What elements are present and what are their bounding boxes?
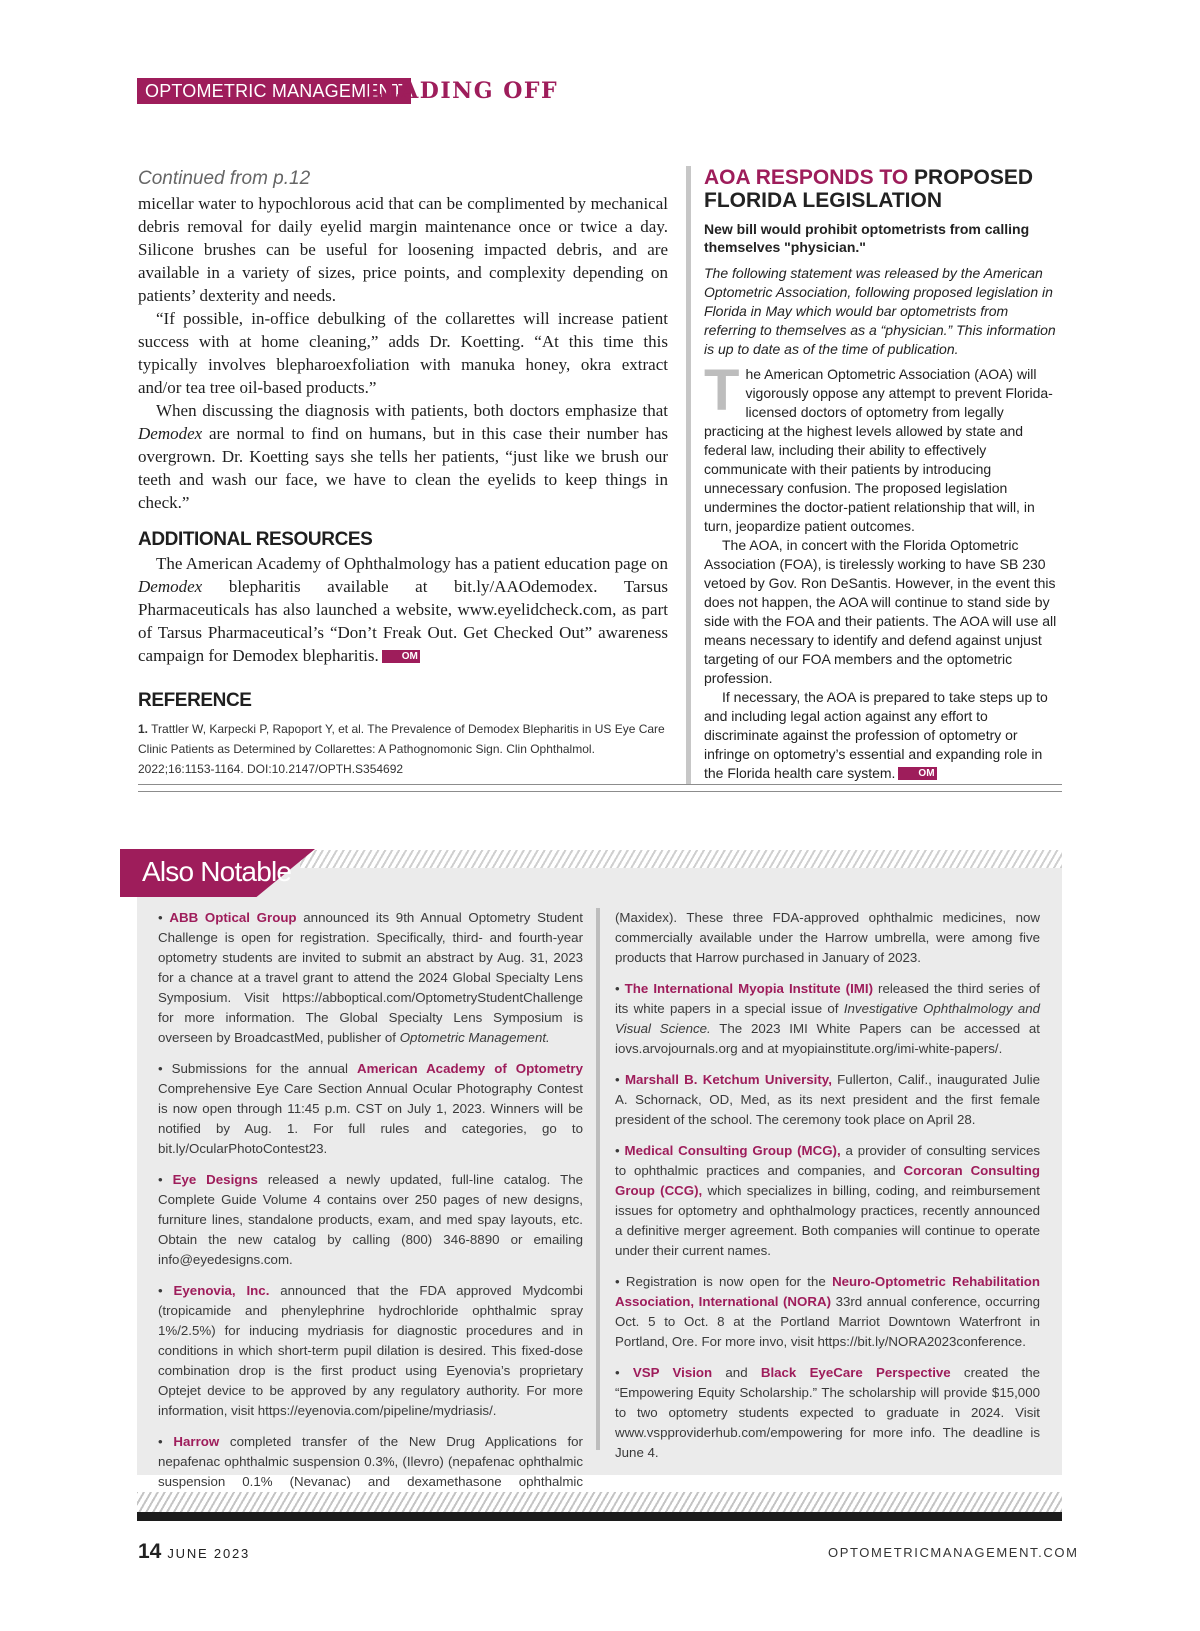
notable-item: • Marshall B. Ketchum University, Fullerton, Calif., inaugurated Julie A. Schornack, OD, Med, as its next president and the first female president of the school. The ceremony took place on April 28. bbox=[615, 1072, 1040, 1127]
footer-hatch-band bbox=[137, 1492, 1062, 1512]
notable-item: • VSP Vision and Black EyeCare Perspective created the “Empowering Equity Scholarship.” The scholarship will provide $15,000 to two optometry students expected to graduate in 2024. Visit www.vspproviderhub.com/empowering for more info. The deadline is June 4. bbox=[615, 1365, 1040, 1460]
notable-item: • Eye Designs released a newly updated, full-line catalog. The Complete Guide Volume 4 contains over 250 pages of new designs, furniture lines, standalone products, exam, and med spay layouts, etc. Obtain the new catalog by calling (800) 346-8890 or emailing info@eyedesigns.com. bbox=[158, 1172, 583, 1267]
notable-item: • Registration is now open for the Neuro-Optometric Rehabilitation Association, International (NORA) 33rd annual conference, occurring Oct. 5 to Oct. 8 at the Portland Marriot Downtown Waterfront in Portland, Ore. For more invo, visit https://bit.ly/NORA2023conference. bbox=[615, 1274, 1041, 1349]
continued-note: Continued from p.12 bbox=[138, 168, 311, 189]
issue-date: JUNE 2023 bbox=[167, 1546, 251, 1561]
page-number: 14 bbox=[138, 1540, 162, 1563]
sidebar-title: AOA RESPONDS TO PROPOSED FLORIDA LEGISLATION bbox=[704, 166, 1034, 212]
sidebar-paragraph: The AOA, in concert with the Florida Optometric Association (FOA), is tirelessly working to have SB 230 vetoed by Gov. Ron DeSantis. However, in the event this does not happen, the AOA will continue to stand side by side with the FOA and their patients. The AOA will use all means necessary to identify and defend against unjust targeting of our FOA members and the optometric profession. bbox=[704, 537, 1057, 686]
notable-item: (Maxidex). These three FDA-approved ophthalmic medicines, now commercially available under the Harrow umbrella, were among five products that Harrow purchased in January of 2023. bbox=[615, 910, 1040, 965]
notable-item: • Harrow completed transfer of the New Drug Applications for nepafenac ophthalmic suspension 0.3%, (Ilevro) (nepafenac ophthalmic suspension 0.1% (Nevanac) and dexamethasone ophthalmic bbox=[158, 1434, 583, 1489]
article-paragraph: When discussing the diagnosis with patients, both doctors emphasize that Demodex are normal to find on humans, but in this case their number has overgrown. Dr. Koetting says she tells her patients, “just like we brush our teeth and wash our face, we have to clean the eyelids to keep things in check.” bbox=[138, 401, 668, 512]
sidebar-deck: New bill would prohibit optometrists from calling themselves "physician." bbox=[704, 221, 1030, 255]
footer-bar bbox=[137, 1512, 1062, 1521]
website-url: OPTOMETRICMANAGEMENT.COM bbox=[828, 1545, 1079, 1560]
resources-paragraph: The American Academy of Ophthalmology has a patient education page on Demodex blepharitis available at bit.ly/AAOdemodex. Tarsus Pharmaceuticals has also launched a website, www.eyelidcheck.com, as part of Tarsus Pharmaceutical’s “Don’t Freak Out. Get Checked Out” awareness campaign for Demodex blepharitis. OM bbox=[138, 554, 668, 665]
column-divider bbox=[596, 908, 600, 1450]
publication-label: OPTOMETRIC MANAGEMENT bbox=[137, 78, 411, 104]
article-paragraph: micellar water to hypochlorous acid that can be complimented by mechanical debris removal for daily eyelid margin maintenance once or twice a day. Silicone brushes can be useful for loosening impacted debris, and are available in a variety of sizes, price points, and complexity depending on patients’ dexterity and needs. bbox=[138, 194, 668, 305]
section-rule bbox=[138, 791, 1062, 792]
notable-item: • Submissions for the annual American Academy of Optometry Comprehensive Eye Care Section Annual Ocular Photography Contest is now open through 11:45 p.m. CST on July 1, 2023. Winners will be notified by Aug. 1. For full rules and categories, go to bit.ly/OcularPhotoContest23. bbox=[158, 1061, 583, 1156]
article-paragraph: “If possible, in-office debulking of the collarettes will increase patient success with at home cleaning,” adds Dr. Koetting. “At this time this typically involves blepharoexfoliation with manuka honey, okra extract and/or tea tree oil-based products.” bbox=[138, 309, 668, 397]
notable-item: • The International Myopia Institute (IMI) released the third series of its white papers in a special issue of Investigative Ophthalmology and Visual Science. The 2023 IMI White Papers can be accessed at iovs.arvojournals.org and at myopiainstitute.org/imi-white-papers/. bbox=[615, 981, 1040, 1056]
reference-item: 1. Trattler W, Karpecki P, Rapoport Y, et al. The Prevalence of Demodex Blepharitis in US Eye Care Clinic Patients as Determined by Collarettes: A Pathognomonic Sign. Clin Ophthalmol. 2022;16:1153-1164. DOI:10.2147/OPTH.S354692 bbox=[138, 722, 665, 776]
notable-item: • ABB Optical Group announced its 9th Annual Optometry Student Challenge is open for registration. Specifically, third- and fourth-year optometry students are invited to submit an abstract by Aug. 31, 2023 for a chance at a travel grant to attend the 2024 Global Specialty Lens Symposium. Visit https://abboptical.com/OptometryStudentChallenge for more information. The Global Specialty Lens Symposium is overseen by BroadcastMed, publisher of Optometric Management. bbox=[158, 910, 583, 1045]
notable-left-column bbox=[158, 908, 583, 1523]
drop-cap: T bbox=[704, 358, 740, 423]
notable-item: • Medical Consulting Group (MCG), a provider of consulting services to ophthalmic practices and companies, and Corcoran Consulting Group (CCG), which specializes in billing, coding, and reimbursement issues for optometry and ophthalmology practices, recently announced a definitive merger agreement. Both companies will continue to operate under their current names. bbox=[615, 1143, 1040, 1258]
end-mark: OM bbox=[898, 767, 936, 780]
notable-item: • Eyenovia, Inc. announced that the FDA approved Mydcombi (tropicamide and phenylephrine hydrochloride ophthalmic spray 1%/2.5%) for inducing mydriasis for diagnostic procedures and in conditions in which short-term pupil dilation is desired. This fixed-dose combination drop is the first product using Eyenovia’s proprietary Optejet device to be approved by any regulatory authority. For more information, visit https://eyenovia.com/pipeline/mydriasis/. bbox=[158, 1283, 583, 1418]
reference-heading: REFERENCE bbox=[138, 690, 252, 711]
section-title: LEADING OFF bbox=[366, 78, 559, 104]
sidebar-body bbox=[704, 358, 1060, 783]
aoa-sidebar bbox=[704, 166, 1060, 783]
also-notable-title: Also Notable bbox=[142, 856, 292, 887]
end-mark: OM bbox=[382, 650, 420, 663]
sidebar-paragraph: If necessary, the AOA is prepared to take steps up to and including legal action against any effort to discriminate against the profession of optometry or infringe on optometry’s essential and expanding role in the Florida health care system. OM bbox=[704, 689, 1048, 781]
sidebar-intro: The following statement was released by the American Optometric Association, following proposed legislation in Florida in May which would bar optometrists from referring to themselves as a “physician.” This information is up to date as of the time of publication. bbox=[704, 265, 1056, 357]
article-column bbox=[138, 166, 668, 779]
hatch-band bbox=[300, 850, 1062, 868]
sidebar-divider bbox=[686, 166, 691, 784]
resources-heading: ADDITIONAL RESOURCES bbox=[138, 529, 373, 550]
notable-right-column bbox=[615, 908, 1040, 1474]
sidebar-paragraph: The American Optometric Association (AOA) will vigorously oppose any attempt to prevent Florida-licensed doctors of optometry from legally practicing at the highest levels allowed by state and federal law, including their ability to effectively communicate with their patients by introducing unnecessary confusion. The proposed legislation undermines the doctor-patient relationship that will, in turn, jeopardize patient outcomes. bbox=[704, 358, 1053, 534]
section-rule bbox=[138, 784, 1062, 785]
folio bbox=[138, 1540, 250, 1564]
